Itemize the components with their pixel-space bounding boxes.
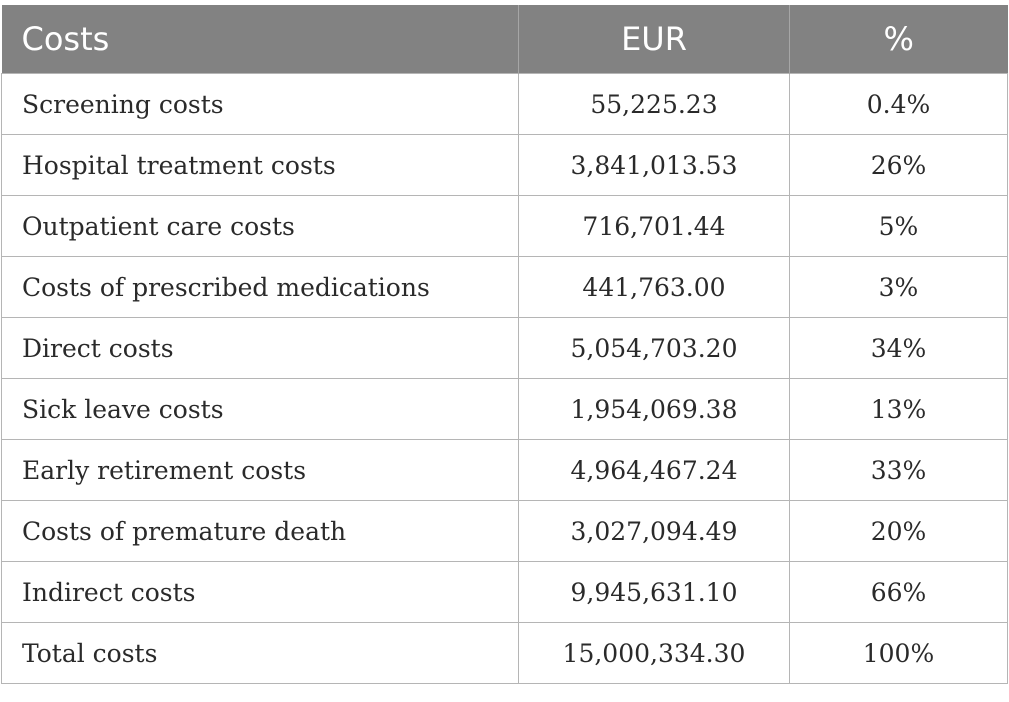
table-row [2, 440, 1008, 501]
row-eur: 1,954,069.38 [519, 379, 790, 440]
header-costs: Costs [2, 5, 519, 74]
header-eur: EUR [519, 5, 790, 74]
table-row [2, 623, 1008, 684]
header-row [2, 5, 1008, 74]
table-row [2, 379, 1008, 440]
row-percent: 3% [790, 257, 1008, 318]
header-percent: % [790, 5, 1008, 74]
row-label: Early retirement costs [2, 440, 519, 501]
cost-table [1, 5, 1008, 684]
row-label: Indirect costs [2, 562, 519, 623]
row-label: Total costs [2, 623, 519, 684]
table-body [2, 74, 1008, 684]
row-eur: 5,054,703.20 [519, 318, 790, 379]
table-row [2, 74, 1008, 135]
row-eur: 4,964,467.24 [519, 440, 790, 501]
row-eur: 3,027,094.49 [519, 501, 790, 562]
row-label: Costs of premature death [2, 501, 519, 562]
row-eur: 3,841,013.53 [519, 135, 790, 196]
row-eur: 716,701.44 [519, 196, 790, 257]
row-eur: 9,945,631.10 [519, 562, 790, 623]
row-percent: 66% [790, 562, 1008, 623]
cost-table-container [1, 5, 1007, 684]
row-label: Sick leave costs [2, 379, 519, 440]
row-percent: 26% [790, 135, 1008, 196]
row-percent: 13% [790, 379, 1008, 440]
row-label: Hospital treatment costs [2, 135, 519, 196]
table-row [2, 318, 1008, 379]
row-percent: 0.4% [790, 74, 1008, 135]
table-row [2, 135, 1008, 196]
row-eur: 441,763.00 [519, 257, 790, 318]
row-label: Screening costs [2, 74, 519, 135]
table-row [2, 196, 1008, 257]
row-eur: 55,225.23 [519, 74, 790, 135]
table-row [2, 562, 1008, 623]
row-percent: 34% [790, 318, 1008, 379]
table-row [2, 501, 1008, 562]
row-percent: 5% [790, 196, 1008, 257]
row-label: Outpatient care costs [2, 196, 519, 257]
row-eur: 15,000,334.30 [519, 623, 790, 684]
row-percent: 33% [790, 440, 1008, 501]
table-header [2, 5, 1008, 74]
table-row [2, 257, 1008, 318]
row-label: Direct costs [2, 318, 519, 379]
row-label: Costs of prescribed medications [2, 257, 519, 318]
row-percent: 20% [790, 501, 1008, 562]
row-percent: 100% [790, 623, 1008, 684]
